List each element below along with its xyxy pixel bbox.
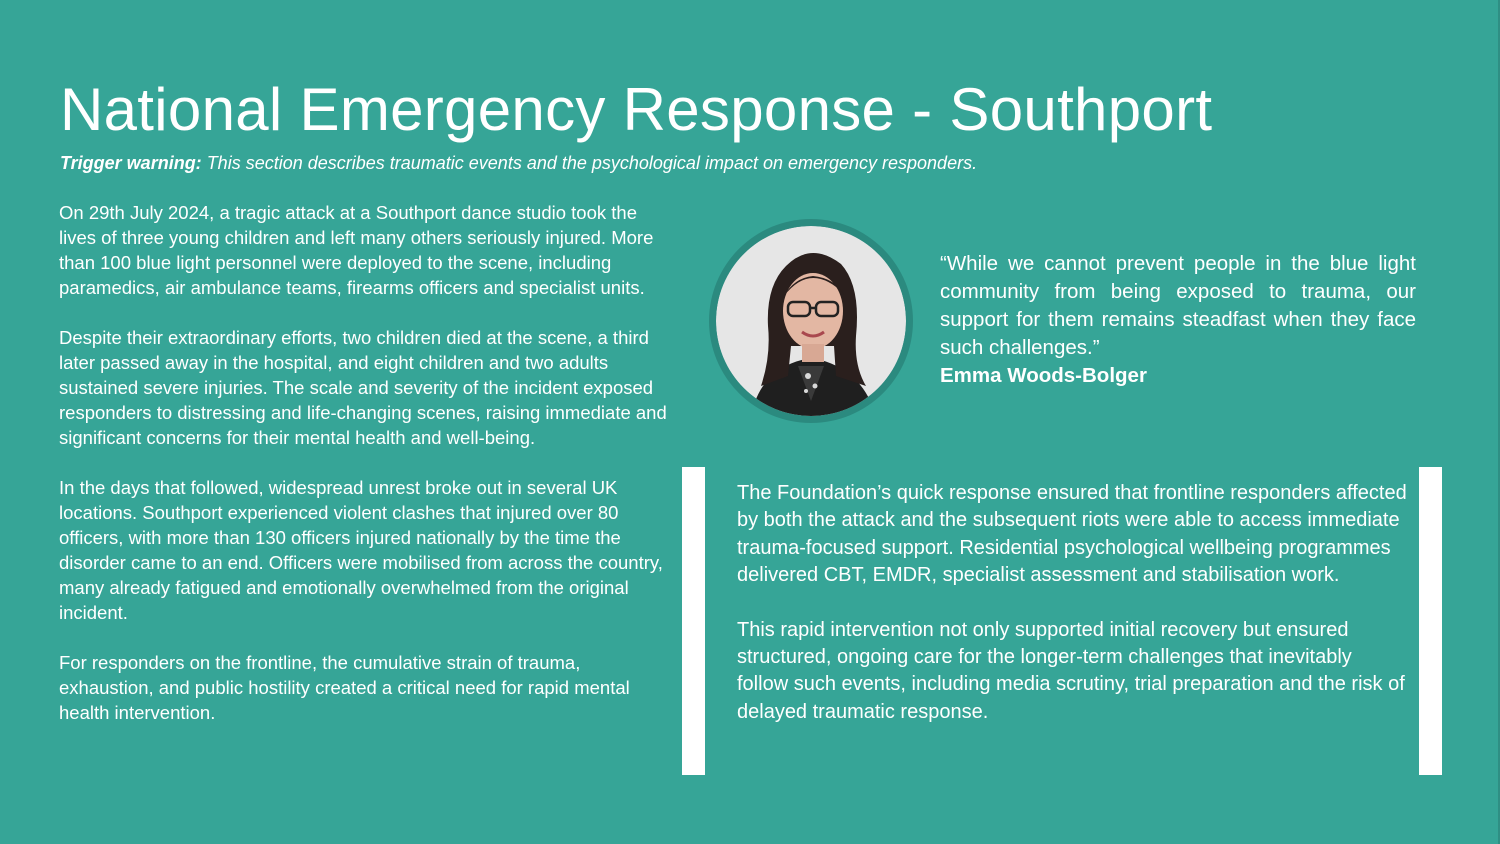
response-column <box>737 480 1407 753</box>
narrative-paragraph: For responders on the frontline, the cumulative strain of trauma, exhaustion, and public hostility created a critical need for rapid mental health intervention. <box>59 652 630 723</box>
portrait-illustration <box>716 226 906 416</box>
narrative-paragraph: In the days that followed, widespread unrest broke out in several UK locations. Southport experienced violent clashes that injured over 80 officers, with more than 130 officers injured nationally by the time the disorder came to an end. Officers were mobilised from across the country, many already fatigued and emotionally overwhelmed from the original incident. <box>59 477 663 623</box>
narrative-column <box>59 200 669 750</box>
trigger-warning-text: This section describes traumatic events and the psychological impact on emergency responders. <box>201 153 978 173</box>
testimonial-author: Emma Woods-Bolger <box>940 364 1147 387</box>
speaker-portrait <box>709 219 913 423</box>
page-title: National Emergency Response - Southport <box>60 76 1213 143</box>
testimonial-quote: “While we cannot prevent people in the blue light community from being exposed to trauma, our support for them remains steadfast when they face such challenges.” <box>940 252 1416 359</box>
right-bracket-bar <box>1419 467 1442 775</box>
left-bracket-bar <box>682 467 705 775</box>
narrative-paragraph: Despite their extraordinary efforts, two children died at the scene, a third later passed away in the hospital, and eight children and two adults sustained severe injuries. The scale and severity of the incident exposed responders to distressing and life-changing scenes, raising immediate and significant concerns for their mental health and well-being. <box>59 327 667 448</box>
narrative-paragraph: On 29th July 2024, a tragic attack at a Southport dance studio took the lives of three young children and left many others seriously injured. More than 100 blue light personnel were deployed to the scene, including paramedics, air ambulance teams, firearms officers and specialist units. <box>59 202 654 298</box>
response-paragraph: The Foundation’s quick response ensured that frontline responders affected by both the attack and the subsequent riots were able to access immediate trauma-focused support. Residential psychological wellbeing programmes delivered CBT, EMDR, specialist assessment and stabilisation work. <box>737 482 1407 587</box>
trigger-warning <box>60 151 977 175</box>
trigger-warning-label: Trigger warning: <box>60 153 202 173</box>
response-paragraph: This rapid intervention not only supported initial recovery but ensured structured, ongoing care for the longer-term challenges that inevitably follow such events, including media scrutiny, trial preparation and the risk of delayed traumatic response. <box>737 618 1405 723</box>
